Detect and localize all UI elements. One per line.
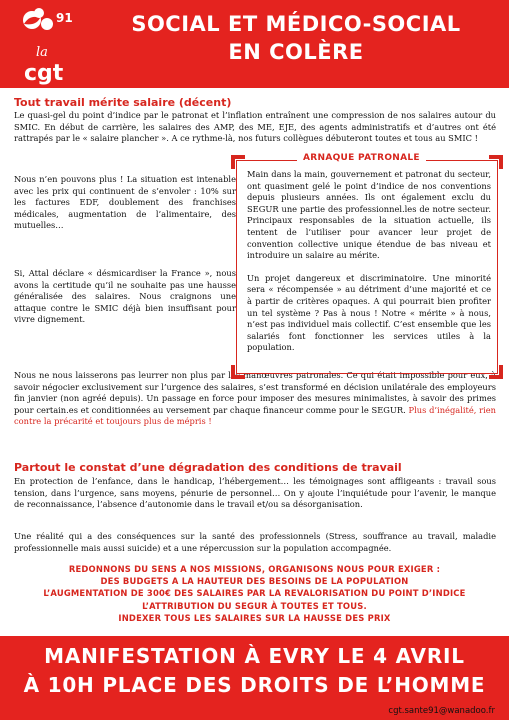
header-banner [0,0,509,88]
inequality-text: Plus d’inégalité, rien contre la précarité et toujours plus de mépris ! [14,404,497,427]
paragraph-conditions: En protection de l’enfance, dans le handicap, l’hébergement… les témoignages sont affligeants : travail sous tension, dans l’urgence, sans moyens, pénurie de personnel… On y ajoute l’inquiétude pour l’avenir, le manque de reconnaissance, l’absence d’autonomie dans le travail et/ou sa désorganisation. [14,476,496,510]
page-title: SOCIAL ET MÉDICO-SOCIAL EN COLÈRE [131,12,461,64]
intro-paragraph: Le quasi-gel du point d’indice par le patronat et l’inflation entraînent une compression de nos salaires autour du SMIC. En début de carrière, les salaires des AMP, des ME, EJE, des agents administratifs et d’autres ont été rattrapés par le « salaire plancher ». A ce rythme-là, nos futurs collègues débuteront toutes et tous au SMIC ! [14,110,496,144]
paragraph-health: Une réalité qui a des conséquences sur la santé des professionnels (Stress, souffrance au travail, maladie professionnelle mais aussi suicide) et a une répercussion sur la population accompagnée. [14,531,496,553]
section-title-conditions: Partout le constat d’une dégradation des conditions de travail [14,461,402,474]
logo-number: 91 [56,11,73,25]
demands-block: REDONNONS DU SENS A NOS MISSIONS, ORGANISONS NOUS POUR EXIGER : DES BUDGETS A LA HAUTEUR DES BESOINS DE LA POPULATION L’AUGMENTATION DE 300€ DES SALAIRES PAR LA REVALORISATION DU POINT D’INDICE L’ATTRIBUTION DU SEGUR À TOUTES ET TOUS. INDEXER TOUS LES SALAIRES SUR LA HAUSSE DES PRIX [43,564,466,623]
paragraph-attal: Si, Attal déclare « désmicardiser la France », nous avons la certitude qu’il ne souhaite pas une hausse généralisée des salaires. Nous craignons une attaque contre le SMIC déjà bien insuffisant pour vivre dignement. [14,268,236,325]
box-label: ARNAQUE PATRONALE [297,153,426,163]
contact-email[interactable]: cgt.sante91@wanadoo.fr [388,706,495,716]
cgt-logo [14,4,86,88]
svg-text:la: la [36,45,48,60]
section-title-salary: Tout travail mérite salaire (décent) [14,96,232,109]
arnaque-patronale-box [236,153,498,374]
logo-text: cgt [24,61,64,86]
box-text: Main dans la main, gouvernement et patronat du secteur, ont quasiment gelé le point d’indice de nos conventions depuis plusieurs années. Ils ont également exclu du SEGUR une partie des professionnel.les de notre secteur. Principaux responsables de la situation actuelle, ils tentent de l’utiliser pour avancer leur projet de convention collective unique étendue de bas niveau et introduire un salaire au mérite. Un projet dangereux et discriminatoire. Une minorité sera « récompensée » au détriment d’une majorité et ce à partir de critères opaques. A qui pourrait bien profiter un tel système ? Pas à nous ! Notre « mérite » à nous, n’est pas individuel mais collectif. C’est ensemble que les salariés font fonctionner les services utiles à la population. [247,169,491,353]
footer-banner [0,636,509,720]
paragraph-patronal: Nous ne nous laisserons pas leurrer non plus par les manœuvres patronales. Ce qui était impossible pour eux, à savoir négocier exclusivement sur l’urgence des salaires, s’est transformé en décision unilatérale des employeurs fin janvier (non agréé depuis). Un passage en force pour imposer des mesures minimalistes, à savoir des primes pour certain.es et conditionnées au versement par chaque financeur comme pour le SEGUR. Plus d’inégalité, rien contre la précarité et toujours plus de mépris ! [14,370,497,427]
demonstration-announcement: MANIFESTATION À EVRY LE 4 AVRIL À 10H PLACE DES DROITS DE L’HOMME [23,644,486,697]
paragraph-prices: Nous n’en pouvons plus ! La situation est intenable avec les prix qui continuent de s’envoler : 10% sur les factures EDF, doublement des franchises médicales, augmentation de l’alimentaire, des mutuelles… [14,174,236,231]
